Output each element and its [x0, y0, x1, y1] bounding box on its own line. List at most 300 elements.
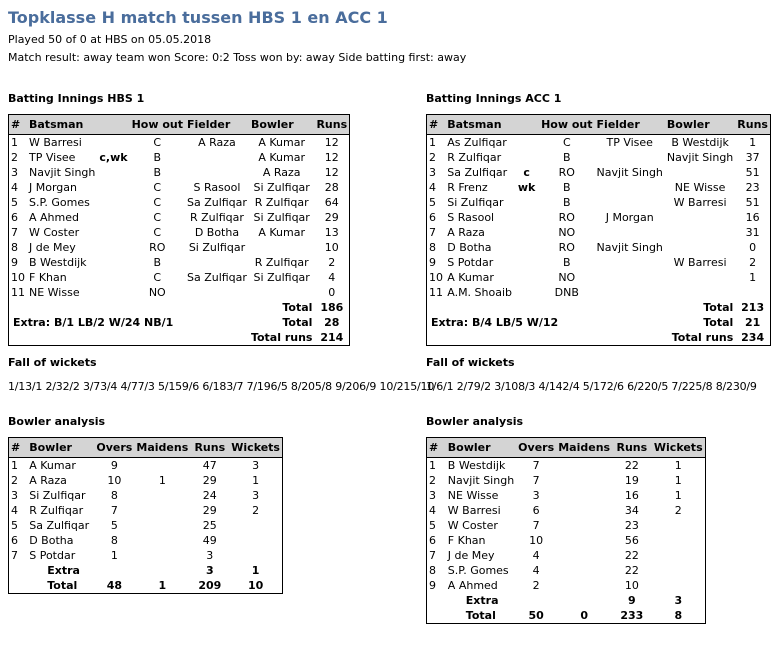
bowler-name: R Zulfiqar	[29, 504, 84, 517]
bowler-name: R Zulfiqar	[254, 256, 309, 269]
bowling-total-maidens: 1	[158, 579, 167, 592]
runs-value: 10	[624, 579, 639, 592]
col-header-wickets: Wickets	[229, 438, 282, 458]
bowler-name: W Coster	[447, 519, 498, 532]
how-out: NO	[558, 226, 576, 239]
bowling-acc-heading: Bowler analysis	[426, 415, 524, 428]
batting-total-value: 213	[741, 301, 765, 314]
player-role: c	[523, 166, 530, 179]
batting-order: 4	[429, 181, 436, 194]
total-runs-value: 234	[741, 331, 765, 344]
how-out: RO	[558, 241, 575, 254]
overs-value: 8	[110, 489, 118, 502]
table-row	[9, 270, 350, 285]
player-role	[97, 285, 129, 300]
how-out: C	[153, 181, 162, 194]
table-row	[9, 210, 350, 225]
batsman-name: B Westdijk	[29, 256, 87, 269]
runs-value: 1	[749, 136, 757, 149]
col-header-maidens: Maidens	[134, 438, 190, 458]
overs-value: 7	[532, 519, 540, 532]
table-row	[9, 473, 283, 488]
runs-value: 10	[324, 241, 339, 254]
table-row	[9, 458, 283, 474]
col-header-runs: Runs	[190, 438, 229, 458]
player-role	[97, 240, 129, 255]
wickets-value	[229, 548, 282, 563]
how-out: B	[153, 166, 162, 179]
runs-value: 25	[202, 519, 217, 532]
bowler-name: A Raza	[262, 166, 301, 179]
col-header-batsman: Batsman	[27, 115, 97, 135]
batting-order: 11	[429, 286, 443, 299]
col-header-fielder: Fielder	[185, 115, 249, 135]
fielder-name	[185, 150, 249, 165]
table-row	[9, 518, 283, 533]
batsman-name: Navjit Singh	[29, 166, 96, 179]
bowler-name: J de Mey	[447, 549, 495, 562]
wickets-value: 1	[674, 459, 682, 472]
maidens-value	[556, 458, 612, 474]
bowler-name: W Barresi	[673, 196, 727, 209]
how-out: B	[563, 151, 571, 164]
bowler-order: 2	[429, 474, 436, 487]
how-out: DNB	[554, 286, 579, 299]
maidens-value	[556, 503, 612, 518]
runs-value: 1	[749, 271, 757, 284]
col-header-wickets: Wickets	[652, 438, 706, 458]
bowling-extra-label: Extra	[465, 594, 499, 607]
table-row	[9, 135, 350, 151]
how-out: RO	[558, 166, 575, 179]
batsman-name: Si Zulfiqar	[447, 196, 504, 209]
runs-value: 0	[328, 286, 336, 299]
player-role	[97, 225, 129, 240]
how-out: B	[153, 256, 162, 269]
player-role: wk	[517, 181, 536, 194]
batting-order: 8	[11, 241, 18, 254]
runs-value: 47	[202, 459, 217, 472]
bowler-order: 1	[429, 459, 436, 472]
table-row	[427, 548, 706, 563]
bowler-name: S.P. Gomes	[447, 564, 509, 577]
player-role	[97, 210, 129, 225]
fielder-name	[595, 180, 665, 195]
batsman-name: W Coster	[29, 226, 80, 239]
bowler-name: A Ahmed	[447, 579, 498, 592]
wickets-value: 2	[252, 504, 260, 517]
bowler-order: 6	[11, 534, 18, 547]
batsman-name: TP Visee	[29, 151, 76, 164]
batsman-name: F Khan	[29, 271, 67, 284]
batsman-name: Sa Zulfiqar	[447, 166, 508, 179]
col-header-number: #	[427, 438, 446, 458]
runs-value: 34	[624, 504, 639, 517]
bowling-total-overs: 48	[106, 579, 123, 592]
batsman-name: S Potdar	[447, 256, 494, 269]
batsman-name: D Botha	[447, 241, 492, 254]
extras-breakdown: Extra: B/4 LB/5 W/12	[431, 316, 559, 329]
maidens-value	[134, 533, 190, 548]
wickets-value: 1	[674, 489, 682, 502]
bowler-name	[665, 285, 735, 300]
bowler-name: W Barresi	[673, 256, 727, 269]
how-out: C	[153, 136, 162, 149]
page-title: Topklasse H match tussen HBS 1 en ACC 1	[8, 8, 388, 27]
col-header-number: #	[9, 115, 28, 135]
runs-value: 13	[324, 226, 339, 239]
overs-value: 6	[532, 504, 540, 517]
maidens-value	[556, 548, 612, 563]
runs-value: 29	[202, 474, 217, 487]
player-role	[97, 165, 129, 180]
col-header-how-out: How out	[539, 115, 595, 135]
bowler-order: 8	[429, 564, 436, 577]
runs-value: 22	[624, 549, 639, 562]
runs-value: 51	[745, 166, 760, 179]
wickets-value	[652, 533, 706, 548]
batsman-name: S Rasool	[447, 211, 495, 224]
col-header-how-out: How out	[130, 115, 185, 135]
bowler-name	[665, 240, 735, 255]
match-played-info: Played 50 of 0 at HBS on 05.05.2018	[8, 33, 212, 46]
bowler-order: 4	[11, 504, 18, 517]
fielder-name: J Morgan	[605, 211, 654, 224]
runs-value: 12	[324, 166, 339, 179]
table-row	[9, 180, 350, 195]
table-row	[9, 285, 350, 300]
batting-acc-table	[426, 114, 771, 346]
batsman-name: A Kumar	[447, 271, 494, 284]
col-header-number: #	[9, 438, 28, 458]
player-role	[97, 195, 129, 210]
bowling-hbs-table	[8, 437, 283, 594]
bowling-total-label: Total	[47, 579, 78, 592]
batting-order: 2	[429, 151, 436, 164]
table-row	[427, 578, 706, 593]
bowling-total-label: Total	[465, 609, 496, 622]
table-row	[9, 225, 350, 240]
batting-order: 4	[11, 181, 18, 194]
bowler-order: 2	[11, 474, 18, 487]
bowler-order: 4	[429, 504, 436, 517]
table-row	[427, 255, 771, 270]
fielder-name: Navjit Singh	[596, 241, 663, 254]
fielder-name	[185, 255, 249, 270]
extras-breakdown: Extra: B/1 LB/2 W/24 NB/1	[13, 316, 174, 329]
batsman-name: NE Wisse	[29, 286, 80, 299]
fielder-name	[595, 225, 665, 240]
how-out: NO	[558, 271, 576, 284]
runs-value: 28	[324, 181, 339, 194]
fielder-name	[185, 165, 249, 180]
batting-order: 10	[11, 271, 25, 284]
bowler-name: B Westdijk	[671, 136, 729, 149]
match-result-info: Match result: away team won Score: 0:2 Toss won by: away Side batting first: away	[8, 51, 467, 64]
bowling-total-wickets: 8	[674, 609, 683, 622]
table-row	[427, 195, 771, 210]
player-role	[514, 195, 539, 210]
bowler-order: 5	[429, 519, 436, 532]
how-out: B	[563, 196, 571, 209]
bowler-order: 3	[11, 489, 18, 502]
table-row	[427, 240, 771, 255]
how-out: C	[153, 271, 162, 284]
bowler-order: 3	[429, 489, 436, 502]
batting-total-label: Total	[282, 301, 313, 314]
bowler-name: A Kumar	[258, 151, 306, 164]
extras-total-value: 28	[324, 316, 340, 329]
overs-value: 10	[529, 534, 544, 547]
batsman-name: A.M. Shoaib	[447, 286, 513, 299]
runs-value: 29	[202, 504, 217, 517]
runs-value: 29	[324, 211, 339, 224]
overs-value: 7	[110, 504, 118, 517]
overs-value: 5	[110, 519, 118, 532]
table-row	[9, 503, 283, 518]
wickets-value	[652, 548, 706, 563]
bowler-name: Si Zulfiqar	[29, 489, 86, 502]
batting-order: 1	[11, 136, 18, 149]
bowler-name: Sa Zulfiqar	[29, 519, 90, 532]
extras-total-label: Total	[282, 316, 313, 329]
table-row	[9, 195, 350, 210]
fow-acc-text: 1/6/1 2/79/2 3/108/3 4/142/4 5/172/6 6/220/5 7/225/8 8/230/9	[426, 380, 757, 393]
batting-order: 3	[429, 166, 436, 179]
table-row	[427, 533, 706, 548]
bowler-name: NE Wisse	[447, 489, 499, 502]
bowler-name: W Barresi	[447, 504, 501, 517]
fielder-name	[595, 270, 665, 285]
how-out: RO	[149, 241, 166, 254]
batsman-name: R Zulfiqar	[447, 151, 502, 164]
batting-order: 8	[429, 241, 436, 254]
batting-hbs-heading: Batting Innings HBS 1	[8, 92, 145, 105]
bowler-name: Si Zulfiqar	[253, 181, 310, 194]
batting-order: 2	[11, 151, 18, 164]
fielder-name: Sa Zulfiqar	[186, 271, 247, 284]
runs-value: 0	[749, 241, 757, 254]
runs-value	[735, 285, 770, 300]
overs-value: 4	[532, 549, 540, 562]
bowling-hbs-heading: Bowler analysis	[8, 415, 106, 428]
bowler-name	[249, 240, 315, 255]
bowling-extra-wickets: 1	[251, 564, 260, 577]
bowler-name: F Khan	[447, 534, 486, 547]
runs-value: 49	[202, 534, 217, 547]
maidens-value	[134, 548, 190, 563]
col-header-runs: Runs	[735, 115, 770, 135]
overs-value: 7	[532, 474, 540, 487]
batsman-name: W Barresi	[29, 136, 82, 149]
overs-value: 10	[107, 474, 122, 487]
bowling-extra-runs: 9	[628, 594, 636, 607]
maidens-value	[134, 518, 190, 533]
bowler-order: 9	[429, 579, 436, 592]
runs-value: 16	[624, 489, 639, 502]
col-header-role	[514, 115, 539, 135]
player-role	[514, 270, 539, 285]
fielder-name: D Botha	[194, 226, 240, 239]
player-role	[514, 150, 539, 165]
overs-value: 8	[110, 534, 118, 547]
col-header-runs: Runs	[612, 438, 651, 458]
fielder-name	[595, 285, 665, 300]
bowler-name: B Westdijk	[447, 459, 506, 472]
wickets-value	[652, 578, 706, 593]
bowler-name: A Kumar	[29, 459, 76, 472]
fielder-name: Navjit Singh	[596, 166, 663, 179]
fielder-name	[185, 285, 249, 300]
table-row	[427, 473, 706, 488]
table-row	[427, 210, 771, 225]
bowler-name: A Kumar	[258, 226, 306, 239]
maidens-value	[556, 473, 612, 488]
runs-value: 56	[624, 534, 639, 547]
player-role	[97, 180, 129, 195]
table-row	[9, 255, 350, 270]
batsman-name: A Ahmed	[29, 211, 79, 224]
runs-value: 22	[624, 459, 639, 472]
player-role	[514, 135, 539, 151]
player-role	[514, 285, 539, 300]
maidens-value	[134, 503, 190, 518]
bowler-name: A Kumar	[258, 136, 306, 149]
bowling-extra-runs: 3	[205, 564, 214, 577]
batting-order: 9	[11, 256, 18, 269]
how-out: C	[153, 226, 162, 239]
wickets-value	[229, 533, 282, 548]
batting-order: 1	[429, 136, 436, 149]
runs-value: 22	[624, 564, 639, 577]
maidens-value	[556, 518, 612, 533]
table-row	[9, 488, 283, 503]
player-role	[514, 240, 539, 255]
how-out: NO	[148, 286, 166, 299]
bowling-acc-table	[426, 437, 706, 624]
runs-value: 51	[745, 196, 760, 209]
bowler-name: D Botha	[29, 534, 74, 547]
runs-value: 23	[624, 519, 639, 532]
wickets-value	[229, 518, 282, 533]
bowling-extra-wickets: 3	[674, 594, 683, 607]
batsman-name: As Zulfiqar	[447, 136, 507, 149]
batsman-name: J Morgan	[29, 181, 77, 194]
bowler-name	[665, 210, 735, 225]
table-row	[427, 503, 706, 518]
runs-value: 64	[324, 196, 339, 209]
maidens-value	[556, 488, 612, 503]
table-row	[427, 270, 771, 285]
table-row	[427, 563, 706, 578]
bowler-name: A Raza	[29, 474, 67, 487]
col-header-overs: Overs	[516, 438, 556, 458]
fielder-name	[595, 150, 665, 165]
bowler-order: 7	[11, 549, 18, 562]
fielder-name: TP Visee	[606, 136, 653, 149]
fow-acc-heading: Fall of wickets	[426, 356, 515, 369]
bowler-name: Si Zulfiqar	[253, 271, 310, 284]
wickets-value: 3	[252, 489, 260, 502]
table-row	[9, 240, 350, 255]
player-role: c,wk	[99, 151, 128, 164]
overs-value: 4	[532, 564, 540, 577]
maidens-value	[134, 488, 190, 503]
extras-total-label: Total	[703, 316, 734, 329]
batsman-name: S.P. Gomes	[29, 196, 90, 209]
wickets-value	[652, 563, 706, 578]
batsman-name: R Frenz	[447, 181, 488, 194]
how-out: C	[153, 196, 162, 209]
batting-total-label: Total	[703, 301, 734, 314]
col-header-role	[97, 115, 129, 135]
table-row	[427, 150, 771, 165]
fielder-name: Sa Zulfiqar	[186, 196, 247, 209]
table-row	[427, 135, 771, 151]
runs-value: 24	[202, 489, 217, 502]
batsman-name: J de Mey	[29, 241, 76, 254]
bowling-total-overs: 50	[528, 609, 544, 622]
bowler-name	[249, 285, 315, 300]
how-out: C	[562, 136, 571, 149]
bowling-total-wickets: 10	[247, 579, 264, 592]
col-header-maidens: Maidens	[556, 438, 612, 458]
bowling-total-runs: 209	[198, 579, 222, 592]
fow-hbs-text: 1/13/1 2/32/2 3/73/4 4/77/3 5/159/6 6/183/7 7/196/5 8/205/8 9/206/9 10/215/10	[8, 380, 435, 393]
how-out: B	[563, 256, 571, 269]
runs-value: 12	[324, 151, 339, 164]
how-out: B	[563, 181, 571, 194]
runs-value: 2	[749, 256, 757, 269]
fielder-name	[595, 195, 665, 210]
maidens-value	[556, 578, 612, 593]
how-out: C	[153, 211, 162, 224]
player-role	[97, 135, 129, 151]
batting-order: 6	[429, 211, 436, 224]
runs-value: 12	[324, 136, 339, 149]
table-row	[9, 150, 350, 165]
runs-value: 37	[745, 151, 760, 164]
bowling-total-runs: 233	[620, 609, 644, 622]
batting-order: 7	[429, 226, 436, 239]
bowler-name: R Zulfiqar	[254, 196, 309, 209]
runs-value: 4	[328, 271, 336, 284]
how-out: RO	[558, 211, 575, 224]
wickets-value: 1	[252, 474, 260, 487]
total-runs-value: 214	[320, 331, 344, 344]
batting-total-value: 186	[320, 301, 344, 314]
col-header-number: #	[427, 115, 446, 135]
table-row	[9, 165, 350, 180]
runs-value: 16	[745, 211, 760, 224]
col-header-bowler: Bowler	[665, 115, 735, 135]
wickets-value: 3	[252, 459, 260, 472]
table-row	[427, 488, 706, 503]
player-role	[514, 255, 539, 270]
total-runs-label: Total runs	[250, 331, 313, 344]
table-row	[427, 225, 771, 240]
col-header-runs: Runs	[314, 115, 349, 135]
table-row	[427, 165, 771, 180]
bowler-name	[665, 165, 735, 180]
batting-order: 3	[11, 166, 18, 179]
table-row	[427, 458, 706, 474]
bowler-name: Si Zulfiqar	[253, 211, 310, 224]
batting-order: 10	[429, 271, 443, 284]
maidens-value	[556, 563, 612, 578]
player-role	[514, 210, 539, 225]
bowler-name: Navjit Singh	[666, 151, 734, 164]
